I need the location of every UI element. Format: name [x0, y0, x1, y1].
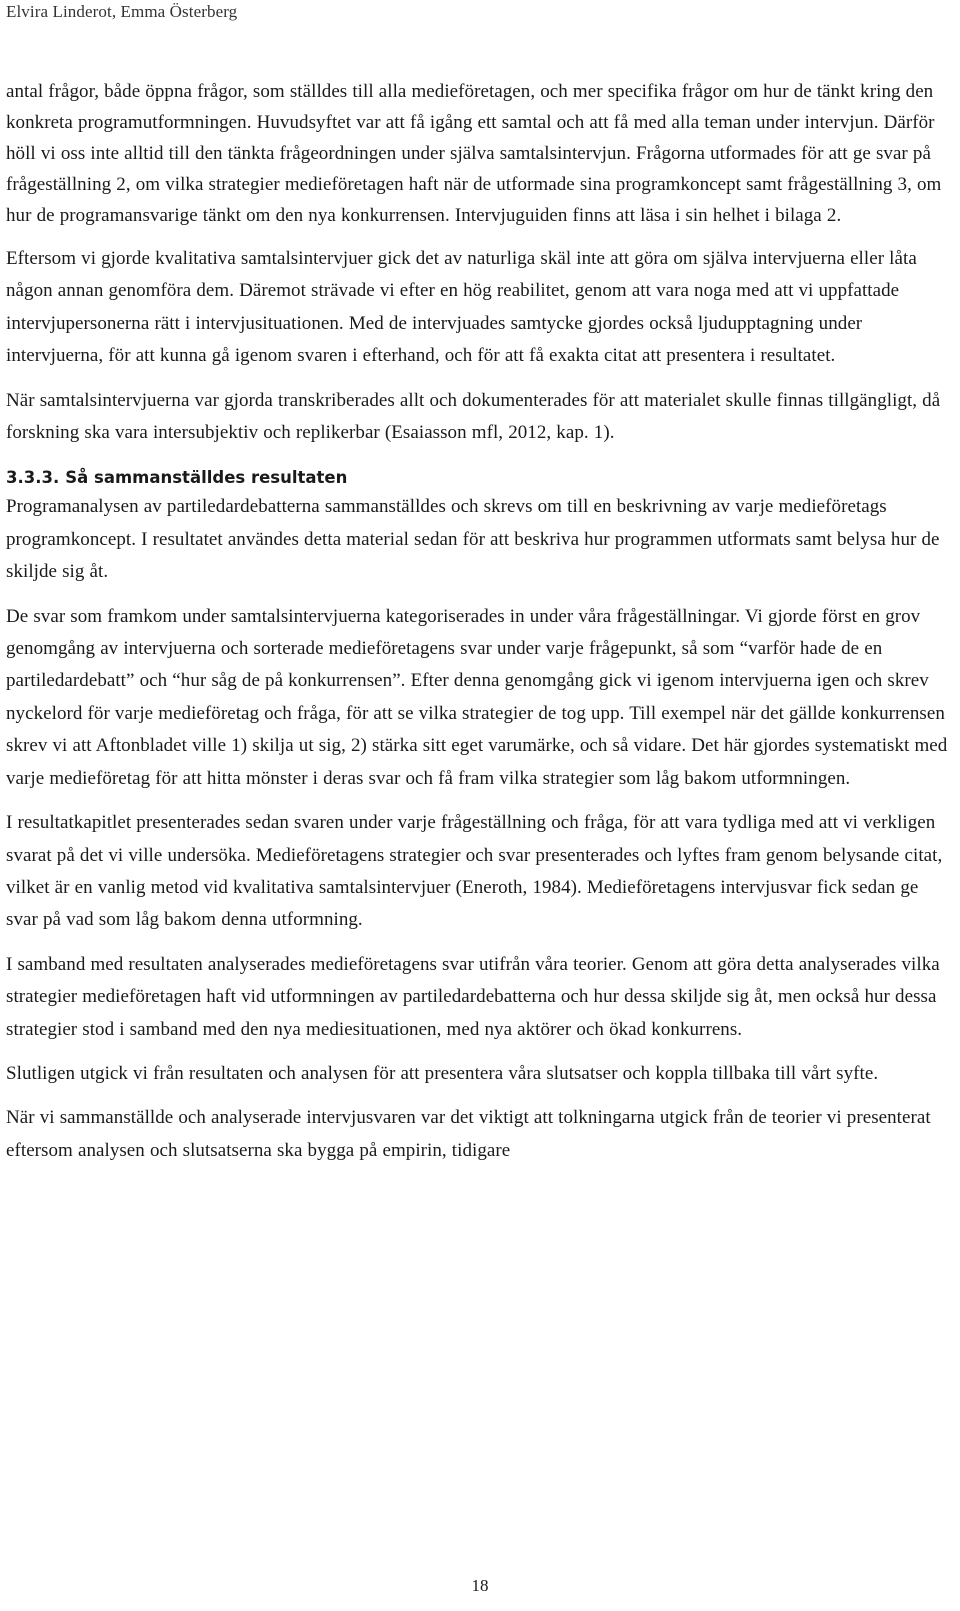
paragraph-interpretation: När vi sammanställde och analyserade intervjusvaren var det viktigt att tolkningarna utgick från de teorier vi presenterat eftersom analysen och slutsatserna ska bygga på empirin, tidigare [6, 1107, 931, 1161]
section-title: Så sammanställdes resultaten [65, 468, 348, 488]
paragraph-program-analysis: Programanalysen av partiledardebatterna sammanställdes och skrevs om till en beskrivning av varje medieföretags programkoncept. I resultatet användes detta material sedan för att beskriva hur programmen utformats samt belysa hur de skiljde sig åt. [6, 496, 940, 583]
paragraph-result-chapter: I resultatkapitlet presenterades sedan svaren under varje frågeställning och fråga, för att vara tydliga med att vi verkligen svarat på det vi ville undersöka. Medieföretagens strategier och svar presenterades och lyftes fram genom belysande citat, vilket är en vanlig metod vid kvalitativa samtalsintervjuer (Eneroth, 1984). Medieföretagens intervjusvar fick sedan ge svar på vad som låg bakom denna utformning. [6, 812, 943, 931]
running-header: Elvira Linderot, Emma Österberg [6, 2, 238, 21]
paragraph-conclusion: Slutligen utgick vi från resultaten och analysen för att presentera våra slutsatser och koppla tillbaka till vårt syfte. [6, 1062, 879, 1084]
paragraph-transcription: När samtalsintervjuerna var gjorda transkriberades allt och dokumenterades för att materialet skulle finnas tillgängligt, då forskning ska vara intersubjektiv och replikerbar (Esaiasson mfl, 2012, kap. 1). [6, 389, 941, 444]
paragraph-reliability: Eftersom vi gjorde kvalitativa samtalsintervjuer gick det av naturliga skäl inte att göra om själva intervjuerna eller låta någon annan genomföra dem. Däremot strävade vi efter en hög reabilitet, genom att vara noga med att vi uppfattade intervjupersonerna rätt i intervjusituationen. Med de intervjuades samtycke gjordes också ljudupptagning under intervjuerna, för att kunna gå igenom svaren i efterhand, och för att få exakta citat att presentera i resultatet. [6, 248, 917, 367]
paragraph-analysis: I samband med resultaten analyserades medieföretagens svar utifrån våra teorier. Genom att göra detta analyserades vilka strategier medieföretagen haft vid utformningen av partiledardebatterna och hur dessa skiljde sig åt, men också hur dessa strategier stod i samband med den nya mediesituationen, med nya aktörer och ökad konkurrens. [6, 953, 940, 1040]
document-body [6, 76, 954, 1179]
page-number: 18 [471, 1576, 489, 1595]
section-heading [6, 465, 954, 491]
paragraph-categorisation: De svar som framkom under samtalsintervjuerna kategoriserades in under våra frågeställningar. Vi gjorde först en grov genomgång av intervjuerna och sorterade medieföretagens svar under varje frågepunkt, så som “varför hade de en partiledardebatt” och “hur såg de på konkurrensen”. Efter denna genomgång gick vi igenom intervjuerna igen och skrev nyckelord för varje medieföretag och fråga, för att se vilka strategier de tog upp. Till exempel när det gällde konkurrensen skrev vi att Aftonbladet ville 1) skilja ut sig, 2) stärka sitt eget varumärke, och så vidare. Det här gjordes systematiskt med varje medieföretag för att hitta mönster i deras svar och få fram vilka strategier som låg bakom utformningen. [6, 605, 948, 789]
section-number: 3.3.3. [6, 468, 60, 488]
paragraph-interview-guide: antal frågor, både öppna frågor, som ställdes till alla medieföretagen, och mer specifika frågor om hur de tänkt kring den konkreta programutformningen. Huvudsyftet var att få igång ett samtal och att få med alla teman under intervjun. Därför höll vi oss inte alltid till den tänkta frågeordningen under själva samtalsintervjun. Frågorna utformades för att ge svar på frågeställning 2, om vilka strategier medieföretagen haft när de utformade sina programkoncept samt frågeställning 3, om hur de programansvarige tänkt om den nya konkurrensen. Intervjuguiden finns att läsa i sin helhet i bilaga 2. [6, 81, 942, 226]
